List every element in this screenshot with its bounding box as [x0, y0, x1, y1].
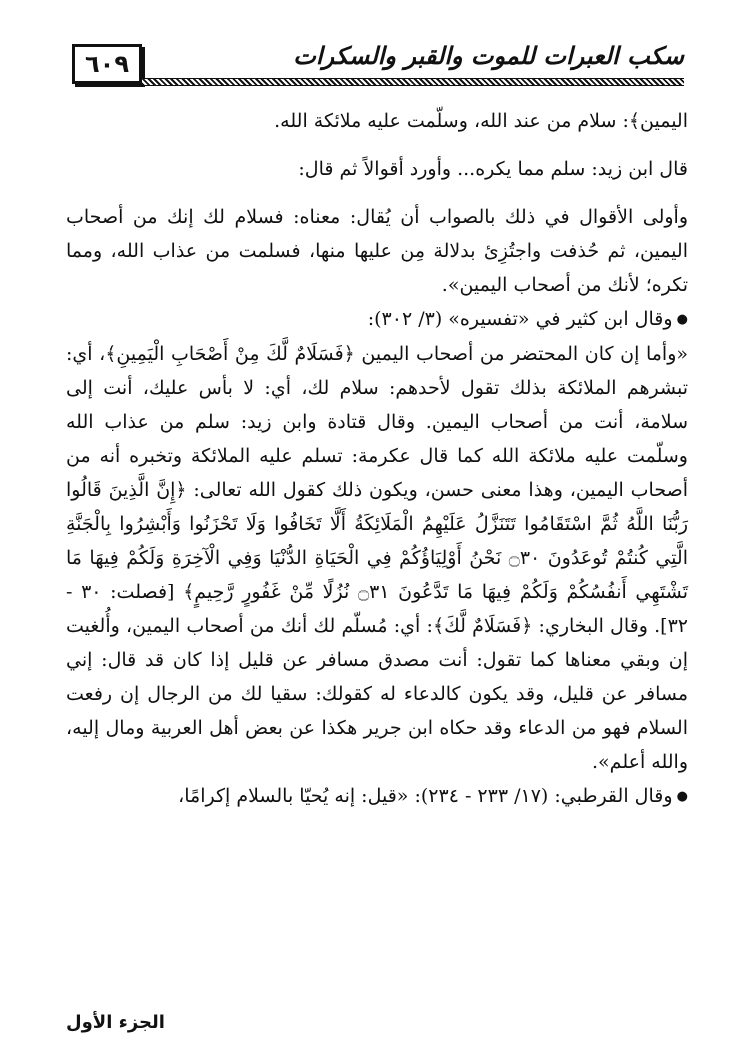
page-number: ٦٠٩ — [72, 44, 142, 84]
paragraph-2: قال ابن زيد: سلم مما يكره... وأورد أقوالاً ثم قال: — [298, 158, 688, 180]
bullet-qurtubi: ● وقال القرطبي: (١٧/ ٢٣٣ - ٢٣٤): «قيل: إنه يُحيّا بالسلام إكرامًا، — [66, 779, 688, 814]
paragraph-3: وأولى الأقوال في ذلك بالصواب أن يُقال: معناه: فسلام لك إنك من أصحاب اليمين، ثم حُذفت واجتُزِئ بدلالة مِن عليها منها، فسلمت من عذاب الله، ومما تكره؛ لأنك من أصحاب اليمين». — [66, 206, 688, 296]
header-rule — [142, 78, 684, 86]
paragraph-1: اليمين﴾: سلام من عند الله، وسلّمت عليه ملائكة الله. — [274, 110, 688, 132]
bullet-ibn-kathir: ● وقال ابن كثير في «تفسيره» (٣/ ٣٠٢): — [66, 302, 688, 337]
page-body — [66, 104, 688, 814]
running-title: سكب العبرات للموت والقبر والسكرات — [293, 42, 684, 70]
paragraph-ibn-kathir-quote: «وأما إن كان المحتضر من أصحاب اليمين ﴿فَسَلَامٌ لَّكَ مِنْ أَصْحَابِ الْيَمِينِ﴾، أي: تبشرهم الملائكة بذلك تقول لأحدهم: سلام لك، أي: لا بأس عليك، أنت إلى سلامة، أنت من أصحاب اليمين. وقال قتادة وابن زيد: سلم من عذاب الله وسلّمت عليه ملائكة الله كما قال عكرمة: تسلم عليه الملائكة وتخبره أنه من أصحاب اليمين، وهذا معنى حسن، ويكون ذلك كقول الله تعالى: ﴿إِنَّ الَّذِينَ قَالُوا رَبُّنَا اللَّهُ ثُمَّ اسْتَقَامُوا تَتَنَزَّلُ عَلَيْهِمُ الْمَلَائِكَةُ أَلَّا تَخَافُوا وَلَا تَحْزَنُوا وَأَبْشِرُوا بِالْجَنَّةِ الَّتِي كُنتُمْ تُوعَدُونَ ۝٣٠ نَحْنُ أَوْلِيَاؤُكُمْ فِي الْحَيَاةِ الدُّنْيَا وَفِي الْآخِرَةِ وَلَكُمْ فِيهَا مَا تَشْتَهِي أَنفُسُكُمْ وَلَكُمْ فِيهَا مَا تَدَّعُونَ ۝٣١ نُزُلًا مِّنْ غَفُورٍ رَّحِيمٍ﴾ [فصلت: ٣٠ - ٣٢]. وقال البخاري: ﴿فَسَلَامٌ لَّكَ﴾: أي: مُسلّم لك أنك من أصحاب اليمين، وأُلغيت إن وبقي معناها كما تقول: أنت مصدق مسافر عن قليل إذا كان قد قال: إني مسافر عن قليل، وقد يكون كالدعاء له كقولك: سقيا لك من الرجال إن رفعت السلام فهو من الدعاء وقد حكاه ابن جرير هكذا عن بعض أهل العربية ومال إليه، والله أعلم». — [66, 343, 688, 773]
volume-label: الجزء الأول — [66, 1012, 165, 1033]
page-header — [58, 38, 684, 86]
